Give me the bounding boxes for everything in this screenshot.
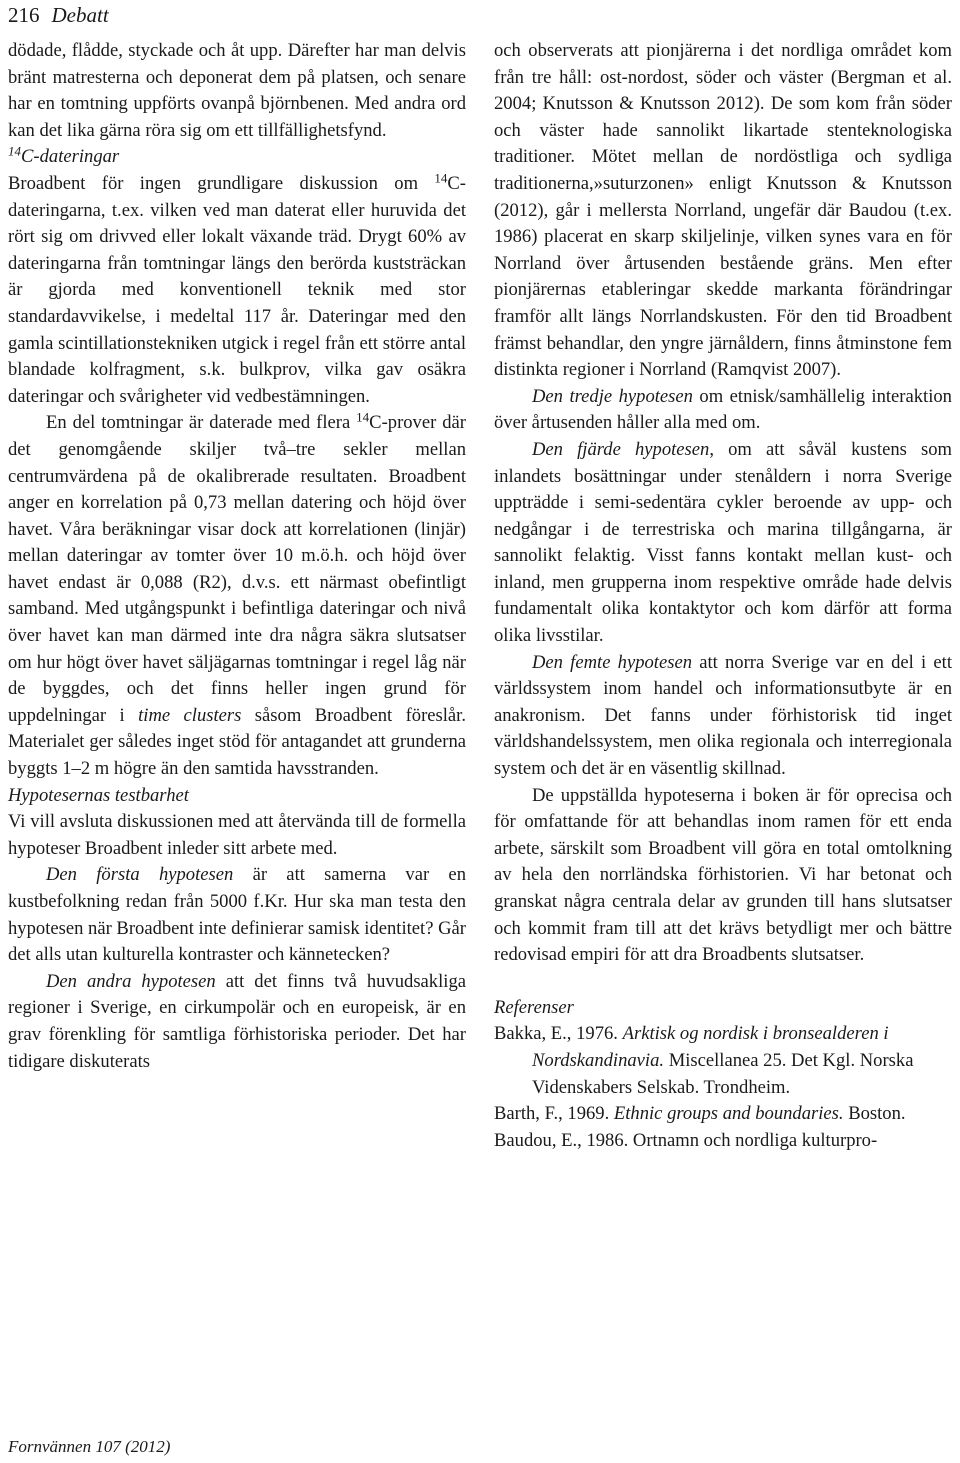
paragraph: En del tomtningar är daterade med flera $^{14}$C-prover där det genomgående skiljer två–tre sekler mellan centrumvärdena på de okalibrerade resultaten. Broadbent anger en korrelation på 0,73 mellan datering och höjd över havet. Våra beräkningar visar dock att korrelationen (linjär) mellan dateringar av tomter över 10 m.ö.h. och höjd över havet endast är 0,088 (R2), d.v.s. ett närmast obefintligt samband. Med utgångspunkt i befintliga dateringar och nivå över havet kan man därmed inte dra några säkra slutsatser om hur högt över havet säljägarnas tomtningar i regel låg när de byggdes, och det finns heller ingen grund för uppdelningar i time clusters såsom Broadbent föreslår. Materialet ger således inget stöd för antagandet att grunderna byggts 1–2 m högre än den samtida havsstranden. <box>8 409 466 780</box>
paragraph: Den femte hypotesen att norra Sverige var en del i ett världssystem inom handel och informationsutbyte är en anakronism. Det fanns under förhistorisk tid inget världshandelssystem, men olika regionala och interregionala system och det är en väsentlig skillnad. <box>494 651 952 780</box>
paragraph: Vi vill avsluta diskussionen med att återvända till de formella hypoteser Broadbent inleder sitt arbete med. <box>8 811 466 859</box>
page-header <box>8 2 109 28</box>
references-heading: Referenser <box>494 996 574 1018</box>
section-heading-hypotheses: Hypotesernas testbarhet <box>8 784 189 806</box>
right-column <box>494 38 952 1154</box>
reference-entry: Bakka, E., 1976. Arktisk og nordisk i bronsealderen i Nordskandinavia. Miscellanea 25. Det Kgl. Norska Videnskabers Selskab. Trondheim. <box>494 1023 914 1098</box>
section-title: Debatt <box>51 3 109 27</box>
paragraph: Broadbent för ingen grundligare diskussion om $^{14}$C-dateringarna, t.ex. vilken ved man daterat eller huruvida det rört sig om drivved eller lokalt växande träd. Drygt 60% av dateringarna från tomtningar längs den berörda kuststräckan är gjorda med konventionell teknik med stor standardavvikelse, i medeltal 117 år. Dateringar med den gamla scintillationstekniken utgick i regel från ett större antal blandade kolfragment, s.k. bulkprov, vilka gav osäkra dateringar och svårigheter vid vedbestämningen. <box>8 170 466 407</box>
page-footer: Fornvännen 107 (2012) <box>8 1437 171 1456</box>
spacer <box>494 969 952 995</box>
page-number: 216 <box>8 3 40 27</box>
paragraph: Den fjärde hypotesen, om att såväl kustens som inlandets bosättningar under stenåldern i norra Sverige uppträdde i semi-sedentära cykler beroende av upp- och nedgångar i de terrestriska och marina tillgångarna, är sannolikt felaktig. Visst fanns kontakt mellan kust- och inland, men grupperna inom respektive område hade delvis fundamentalt olika kontaktytor och kom därför att forma olika livsstilar. <box>494 438 952 647</box>
paragraph: dödade, flådde, styckade och åt upp. Därefter har man delvis bränt matresterna och deponerat dem på platsen, och senare har en tomtning uppförts ovanpå björnbenen. Med andra ord kan det lika gärna röra sig om ett tillfällighetsfynd. <box>8 40 466 141</box>
paragraph: De uppställda hypoteserna i boken är för oprecisa och för omfattande för att behandlas inom ramen för ett enda arbete, särskilt som Broadbent vill göra en total omtolkning av hela den norrländska förhistorien. Vi har betonat och granskat några centrala delar av grunden till hans slutsatser och kommit fram till att det krävs betydligt mer och bättre redovisad empiri för att dra Broadbents slutsatser. <box>494 784 952 966</box>
left-column <box>8 38 466 1075</box>
reference-entry: Barth, F., 1969. Ethnic groups and boundaries. Boston. <box>494 1103 906 1125</box>
section-heading-c14: $^{14}$C-dateringar <box>8 143 120 168</box>
reference-entry: Baudou, E., 1986. Ortnamn och nordliga kulturpro- <box>494 1129 878 1151</box>
paragraph: och observerats att pionjärerna i det nordliga området kom från tre håll: ost-nordost, söder och väster (Bergman et al. 2004; Knutsson & Knutsson 2012). De som kom från söder och väster hade sannolikt likartade stenteknologiska traditioner. Mötet mellan de nordöstliga och sydliga traditionerna,»suturzonen» enligt Knutsson & Knutsson (2012), går i mellersta Norrland, ungefär där Baudou (t.ex. 1986) placerat en skarp skiljelinje, vilken synes vara en för Norrland över årtusenden bestående gräns. Men efter pionjärernas etableringar skedde markanta förändringar framför allt längs Norrlandskusten. För den tid Broadbent främst behandlar, den yngre järnåldern, finns åtminstone fem distinkta regioner i Norrland (Ramqvist 2007). <box>494 40 952 381</box>
paragraph: Den andra hypotesen att det finns två huvudsakliga regioner i Sverige, en cirkumpolär och en europeisk, är en grav förenkling för samtliga förhistoriska perioder. Det har tidigare diskuterats <box>8 970 466 1072</box>
paragraph: Den första hypotesen är att samerna var en kustbefolkning redan från 5000 f.Kr. Hur ska man testa den hypotesen när Broadbent inte definierar samisk identitet? Går det alls utan kulturella kontraster och kännetecken? <box>8 864 466 966</box>
paragraph: Den tredje hypotesen om etnisk/samhällelig interaktion över årtusenden håller alla med om. <box>494 385 952 434</box>
